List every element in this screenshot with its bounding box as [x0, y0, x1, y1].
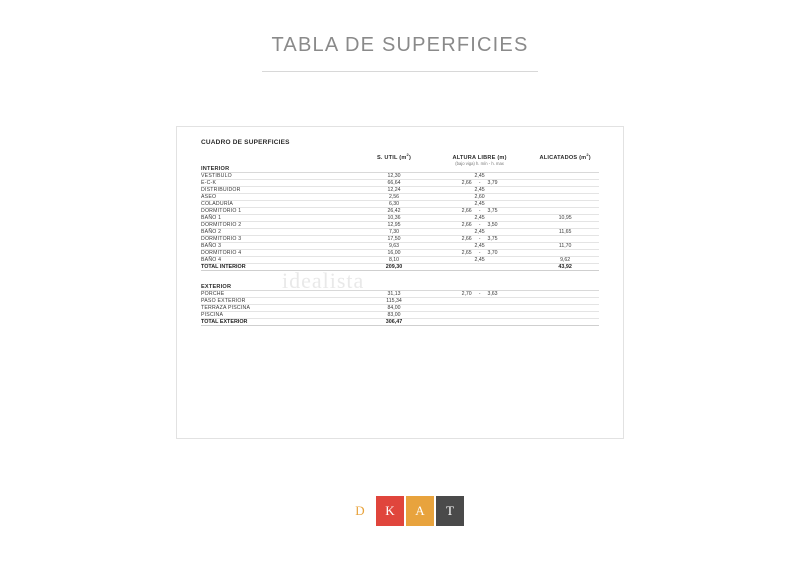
room-util-area: 7,30 [360, 228, 428, 235]
room-free-height [428, 304, 531, 311]
room-tiling-area [531, 221, 599, 228]
column-header-util: S. UTIL $(m^2)$ [376, 152, 412, 161]
room-tiling-area [531, 179, 599, 186]
column-header-altura: ALTURA LIBRE (m) [452, 154, 507, 161]
room-free-height: 2,45 [428, 200, 531, 207]
room-name: TERRAZA PISCINA [201, 304, 360, 311]
table-row [201, 290, 599, 297]
footer-logo [346, 496, 464, 526]
room-tiling-area [531, 297, 599, 304]
column-subheader-altura: (bajo viga) h. mín - h. max [455, 160, 504, 166]
room-tiling-area [531, 172, 599, 179]
room-util-area: 12,95 [360, 221, 428, 228]
room-free-height [428, 297, 531, 304]
room-util-area: 12,24 [360, 186, 428, 193]
room-tiling-area [531, 249, 599, 256]
room-name: VESTIBULO [201, 172, 360, 179]
section-label: INTERIOR [201, 166, 360, 173]
table-row [201, 207, 599, 214]
room-util-area: 12,30 [360, 172, 428, 179]
room-free-height: 2,45 [428, 214, 531, 221]
table-header-row [201, 152, 599, 161]
room-tiling-area [531, 186, 599, 193]
table-row [201, 256, 599, 263]
room-util-area: 17,50 [360, 235, 428, 242]
room-free-height: 2,45 [428, 172, 531, 179]
room-name: PASO EXTERIOR [201, 297, 360, 304]
room-name: DORMITORIO 2 [201, 221, 360, 228]
logo-letter-d: D [346, 496, 374, 526]
room-free-height: 2,65 - 3,70 [428, 249, 531, 256]
logo-letter-a: A [406, 496, 434, 526]
room-util-area: 115,34 [360, 297, 428, 304]
room-name: DORMITORIO 3 [201, 235, 360, 242]
room-tiling-area: 11,65 [531, 228, 599, 235]
room-free-height: 2,66 - 3,50 [428, 221, 531, 228]
room-free-height: 2,66 - 3,79 [428, 179, 531, 186]
room-free-height: 2,66 - 3,75 [428, 207, 531, 214]
table-row [201, 221, 599, 228]
room-util-area: 2,56 [360, 193, 428, 200]
room-util-area: 6,30 [360, 200, 428, 207]
room-tiling-area: 10,95 [531, 214, 599, 221]
room-name: BAÑO 1 [201, 214, 360, 221]
room-tiling-area [531, 290, 599, 297]
room-name: PORCHE [201, 290, 360, 297]
room-tiling-area: 11,70 [531, 242, 599, 249]
room-util-area: 8,10 [360, 256, 428, 263]
room-name: DISTRIBUIDOR [201, 186, 360, 193]
room-tiling-area: 9,62 [531, 256, 599, 263]
total-label: TOTAL INTERIOR [201, 263, 360, 270]
room-name: BAÑO 4 [201, 256, 360, 263]
surface-table [201, 152, 599, 326]
room-util-area: 26,42 [360, 207, 428, 214]
surface-table-sheet [176, 126, 624, 439]
section-label: EXTERIOR [201, 284, 360, 291]
page-title-block [262, 34, 538, 72]
logo-letter-k: K [376, 496, 404, 526]
room-name: BAÑO 2 [201, 228, 360, 235]
room-tiling-area [531, 304, 599, 311]
total-tiling-area: 43,92 [531, 263, 599, 270]
room-free-height: 2,60 [428, 193, 531, 200]
room-util-area: 9,63 [360, 242, 428, 249]
total-free-height [428, 318, 531, 325]
room-util-area: 83,00 [360, 311, 428, 318]
room-free-height: 2,45 [428, 242, 531, 249]
title-divider [262, 71, 538, 72]
logo-letter-t: T [436, 496, 464, 526]
room-util-area: 84,00 [360, 304, 428, 311]
room-free-height: 2,45 [428, 186, 531, 193]
room-name: PISCINA [201, 311, 360, 318]
total-free-height [428, 263, 531, 270]
table-row [201, 249, 599, 256]
room-tiling-area [531, 200, 599, 207]
room-free-height: 2,45 [428, 256, 531, 263]
room-free-height [428, 311, 531, 318]
section-gap [201, 270, 599, 284]
table-total-row [201, 318, 599, 325]
table-row [201, 235, 599, 242]
watermark: idealista [282, 268, 365, 293]
room-name: COLADURÍA [201, 200, 360, 207]
room-util-area: 10,36 [360, 214, 428, 221]
table-row [201, 304, 599, 311]
room-tiling-area [531, 235, 599, 242]
room-tiling-area [531, 207, 599, 214]
room-name: BAÑO 3 [201, 242, 360, 249]
table-total-row [201, 263, 599, 270]
table-row [201, 186, 599, 193]
table-row [201, 228, 599, 235]
room-free-height: 2,66 - 3,75 [428, 235, 531, 242]
table-row [201, 297, 599, 304]
room-util-area: 31,13 [360, 290, 428, 297]
total-util-area: 306,47 [360, 318, 428, 325]
room-util-area: 16,00 [360, 249, 428, 256]
total-util-area: 209,30 [360, 263, 428, 270]
room-free-height: 2,45 [428, 228, 531, 235]
room-name: E-C-K [201, 179, 360, 186]
table-row [201, 242, 599, 249]
total-tiling-area [531, 318, 599, 325]
page-title: TABLA DE SUPERFICIES [271, 34, 529, 56]
room-tiling-area [531, 193, 599, 200]
total-label: TOTAL EXTERIOR [201, 318, 360, 325]
column-header-alicatados: ALICATADOS $(m^2)$ [539, 152, 591, 161]
table-row [201, 200, 599, 207]
table-row [201, 172, 599, 179]
room-free-height: 2,70 - 3,63 [428, 290, 531, 297]
room-name: ASEO [201, 193, 360, 200]
column-header-name [201, 152, 360, 161]
room-util-area: 66,64 [360, 179, 428, 186]
table-row [201, 311, 599, 318]
room-name: DORMITORIO 4 [201, 249, 360, 256]
room-name: DORMITORIO 1 [201, 207, 360, 214]
table-row [201, 193, 599, 200]
table-block-title: CUADRO DE SUPERFICIES [201, 139, 290, 146]
room-tiling-area [531, 311, 599, 318]
table-row [201, 179, 599, 186]
table-row [201, 214, 599, 221]
